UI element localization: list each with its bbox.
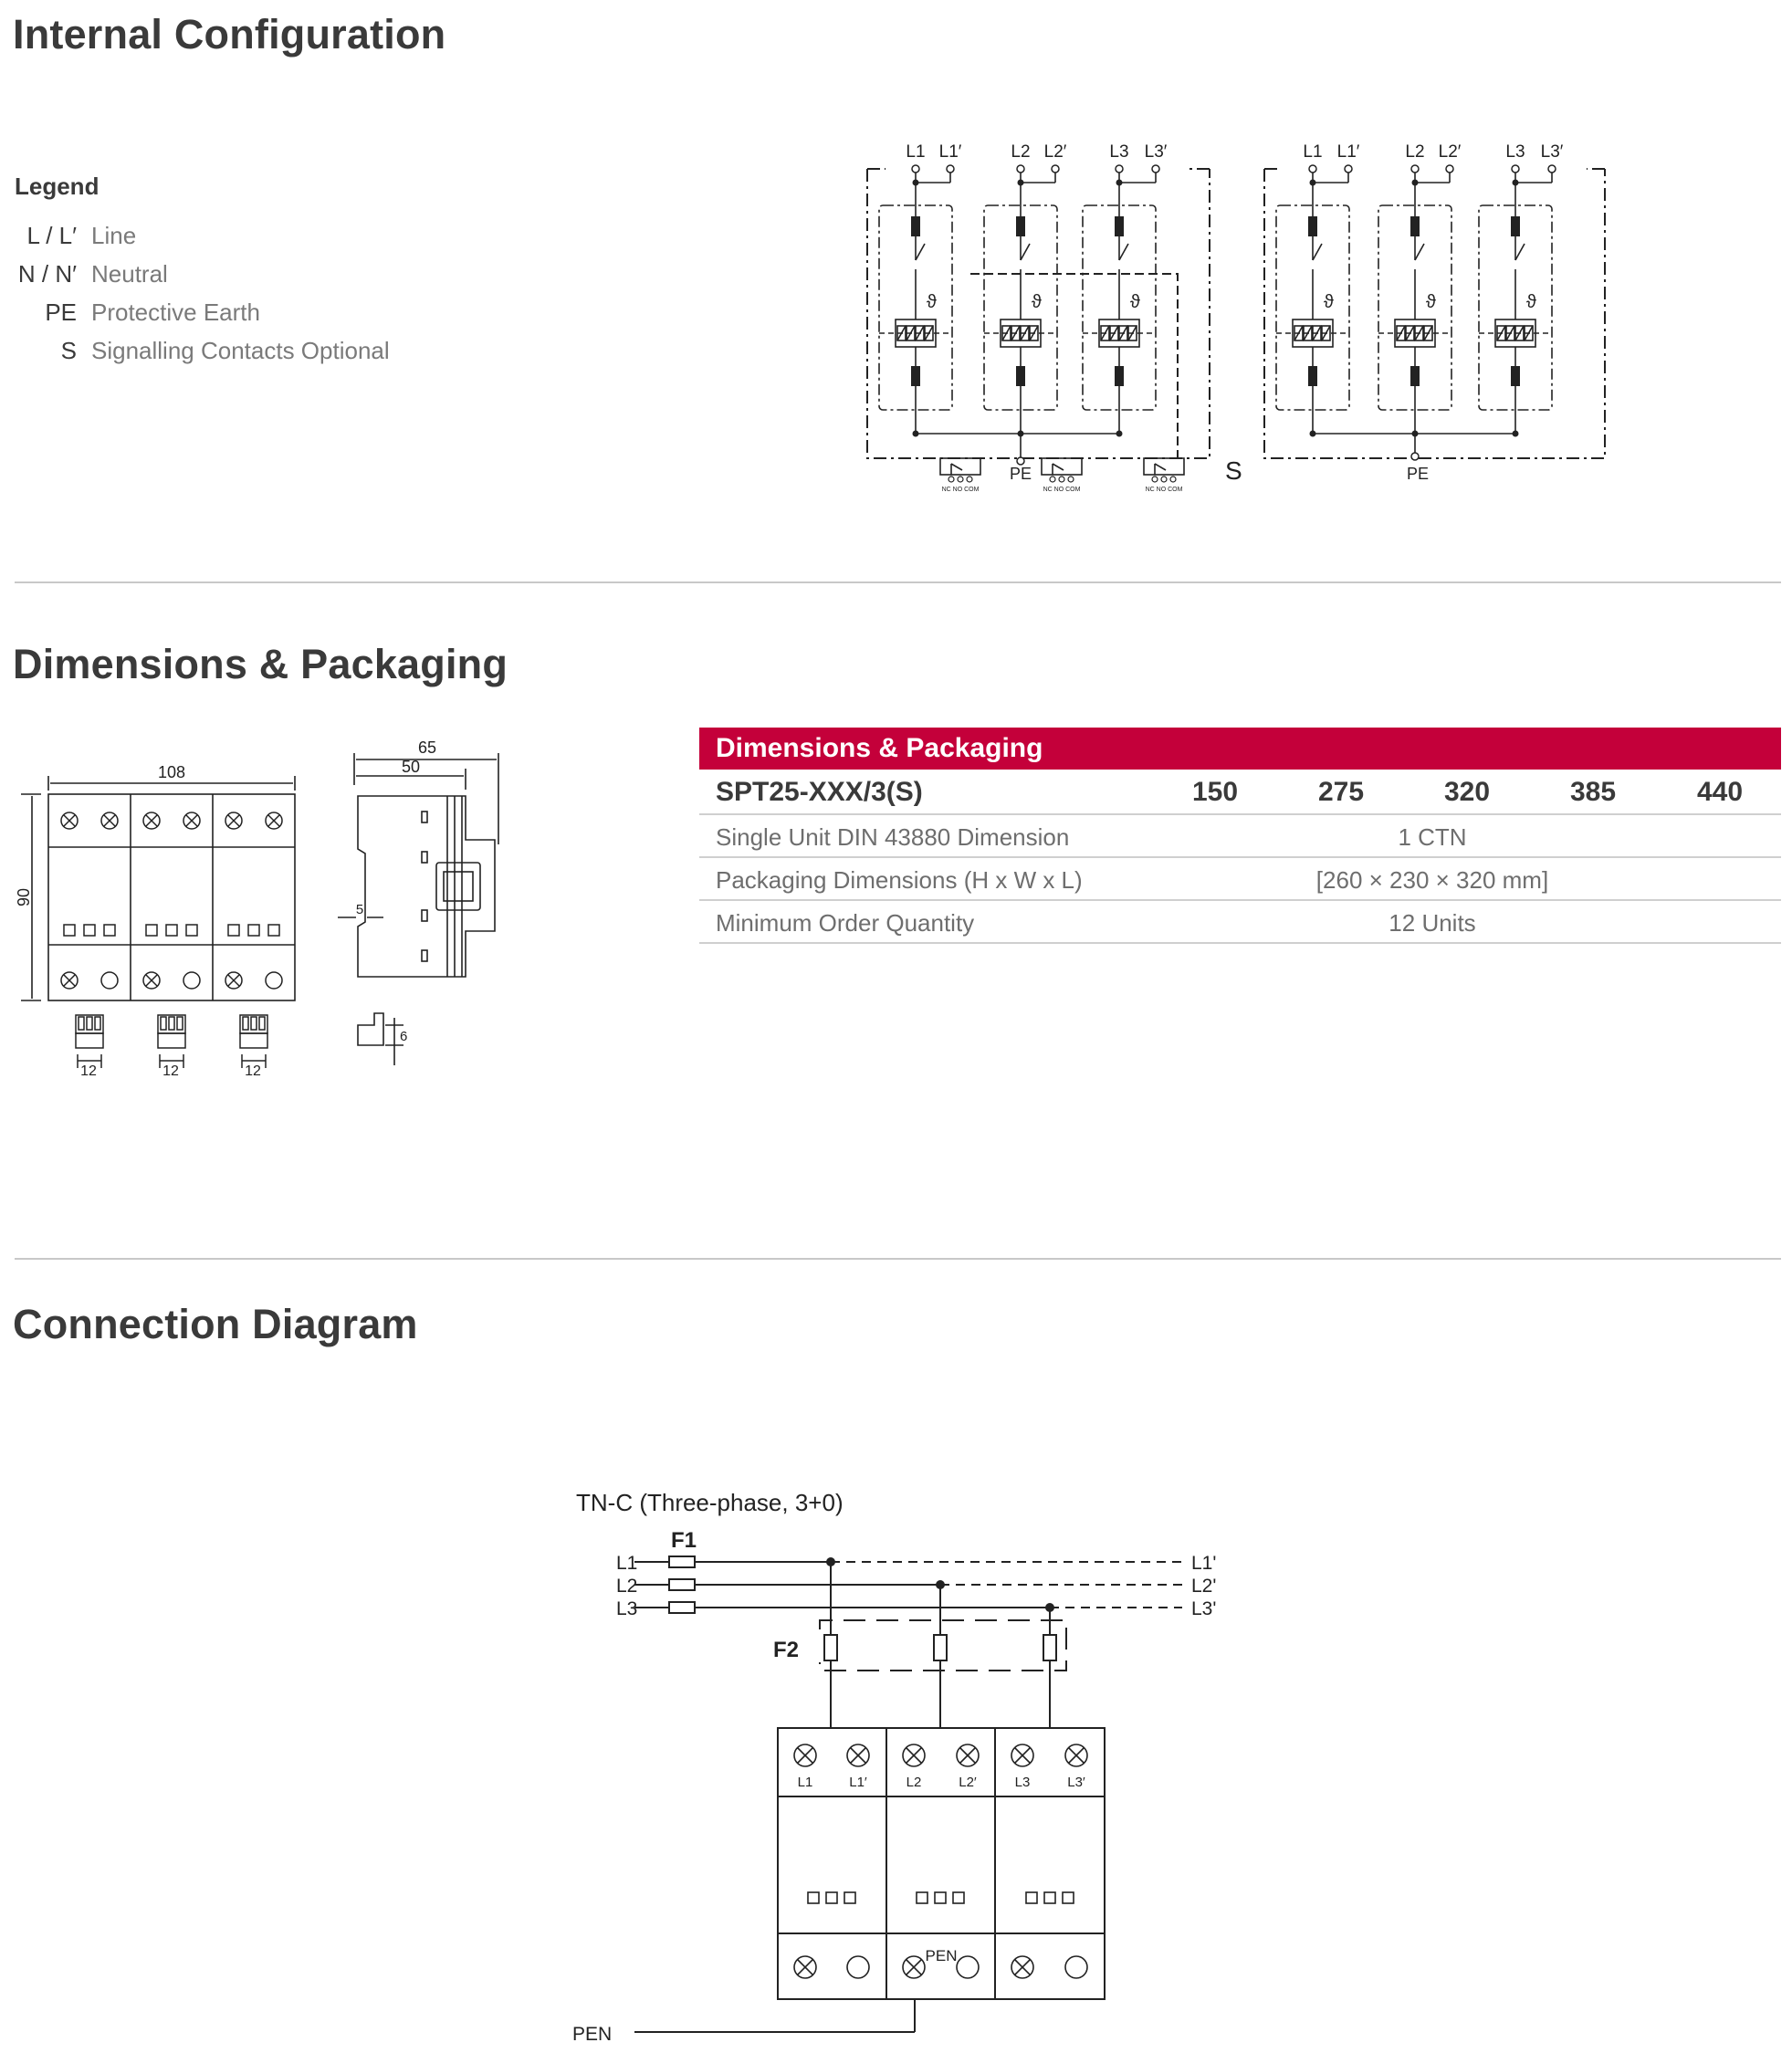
signal-contact-pin — [1059, 477, 1064, 482]
terminal-open — [957, 1956, 979, 1978]
switch-contact — [1119, 244, 1128, 260]
divider — [15, 581, 1781, 583]
module-terminal-label: L2 — [906, 1775, 922, 1790]
indicator-window — [84, 925, 95, 936]
switch-contact — [1515, 244, 1525, 260]
voltage-320: 320 — [1443, 777, 1491, 807]
dim-5: 5 — [355, 902, 364, 917]
fuse-element — [1308, 366, 1317, 386]
terminal-dot — [947, 165, 954, 173]
dimensions-table — [699, 728, 1781, 944]
line-out-label: L2' — [1191, 1576, 1217, 1597]
legend-key: S — [60, 337, 77, 364]
row-value: [260 × 230 × 320 mm] — [1315, 866, 1549, 894]
switch-contact — [916, 244, 925, 260]
terminal-dot — [1116, 165, 1123, 173]
table-row — [699, 901, 1781, 944]
indicator-window — [935, 1892, 946, 1903]
line-out-label: L1' — [1191, 1553, 1217, 1574]
legend-desc: Signalling Contacts Optional — [91, 337, 390, 364]
indicator-window — [104, 925, 115, 936]
legend-key: PE — [45, 299, 77, 326]
indicator-window — [228, 925, 239, 936]
terminal-dot — [1152, 165, 1159, 173]
model-name: SPT25-XXX/3(S) — [716, 777, 923, 807]
fuse-element — [911, 366, 920, 386]
legend-key: N / N′ — [17, 260, 77, 288]
terminal-open — [847, 1956, 869, 1978]
contact-label: NC NO COM — [1145, 487, 1183, 493]
fuse-element — [1016, 216, 1025, 236]
dim-depth-inner: 50 — [401, 758, 421, 776]
indicator-window — [248, 925, 259, 936]
section-title-dimensions: Dimensions & Packaging — [13, 641, 508, 687]
side-view-drawing — [338, 735, 520, 1073]
line-in-label: L1 — [616, 1553, 638, 1574]
voltage-440: 440 — [1696, 777, 1744, 807]
terminal-label: L2′ — [1043, 142, 1067, 162]
legend-desc: Protective Earth — [91, 299, 260, 326]
dim-plug-width: 12 — [245, 1063, 261, 1079]
dim-plug-width: 12 — [162, 1063, 179, 1079]
fuse-element — [1511, 216, 1520, 236]
switch-contact — [1021, 244, 1030, 260]
row-label: Single Unit DIN 43880 Dimension — [716, 823, 1070, 851]
signal-plug-base — [76, 1033, 103, 1048]
dim-depth: 65 — [417, 738, 437, 757]
switch-contact — [1053, 464, 1064, 470]
thermal-symbol: ϑ — [1526, 292, 1536, 312]
plug-pin — [79, 1017, 84, 1030]
terminal-label: L3′ — [1540, 142, 1564, 162]
terminal-dot — [1345, 165, 1352, 173]
module-terminal-label: L3′ — [1067, 1775, 1085, 1790]
module-terminal-label: L1 — [797, 1775, 813, 1790]
fuse-element — [1115, 366, 1124, 386]
junction-dot — [1310, 180, 1316, 186]
dim-width: 108 — [157, 763, 186, 781]
signal-contact-box — [1144, 458, 1184, 475]
terminal-dot — [1052, 165, 1059, 173]
signal-plug-base — [240, 1033, 267, 1048]
pe-label: PE — [1406, 465, 1430, 483]
junction-dot — [1412, 180, 1419, 186]
signal-contact-pin — [1152, 477, 1158, 482]
thermal-symbol: ϑ — [927, 292, 937, 312]
plug-pin — [87, 1017, 92, 1030]
fuse-element — [1511, 366, 1520, 386]
front-view-drawing — [14, 758, 306, 1086]
plug-pin — [243, 1017, 248, 1030]
indicator-window — [917, 1892, 927, 1903]
switch-contact — [1313, 244, 1322, 260]
row-value: 1 CTN — [1398, 823, 1467, 851]
schematic-labels — [906, 142, 1563, 493]
voltage-275: 275 — [1317, 777, 1365, 807]
terminal-dot — [1017, 165, 1024, 173]
switch-contact — [1415, 244, 1424, 260]
dim-6: 6 — [400, 1029, 408, 1044]
connection-diagram — [566, 1483, 1260, 2053]
row-value: 12 Units — [1389, 909, 1476, 937]
legend-title: Legend — [15, 173, 100, 200]
signal-plug-base — [158, 1033, 185, 1048]
switch-contact — [951, 464, 962, 470]
connection-title: TN-C (Three-phase, 3+0) — [576, 1489, 844, 1516]
terminal-screw — [266, 972, 282, 989]
terminal-label: L2′ — [1438, 142, 1462, 162]
signal-contact-pin — [967, 477, 972, 482]
terminal-dot — [1309, 165, 1316, 173]
section-title-connection: Connection Diagram — [13, 1301, 418, 1347]
dim-height: 90 — [15, 887, 33, 907]
module-terminal-label: L3 — [1014, 1775, 1031, 1790]
line-out-label: L3' — [1191, 1598, 1217, 1619]
indicator-window — [186, 925, 197, 936]
legend-key: L / L′ — [26, 222, 77, 249]
terminal-dot — [1446, 165, 1453, 173]
table-row — [699, 858, 1781, 901]
legend-desc: Line — [91, 222, 137, 249]
internal-schematic — [849, 132, 1616, 493]
terminal-dot — [912, 165, 919, 173]
fuse-element — [1115, 216, 1124, 236]
indicator-window — [1044, 1892, 1055, 1903]
contact-label: NC NO COM — [941, 487, 980, 493]
terminal-label: L3 — [1505, 142, 1525, 162]
terminal-label: L3 — [1109, 142, 1129, 162]
signal-contact-pin — [1050, 477, 1055, 482]
terminal-label: L1 — [906, 142, 926, 162]
plug-pin — [95, 1017, 100, 1030]
signal-plug — [158, 1015, 185, 1033]
f1-label: F1 — [671, 1528, 697, 1553]
terminal-label: L2 — [1011, 142, 1031, 162]
thermal-symbol: ϑ — [1426, 292, 1436, 312]
pe-terminal — [1411, 453, 1419, 460]
indicator-window — [953, 1892, 964, 1903]
table-row — [699, 815, 1781, 858]
table-header: Dimensions & Packaging — [699, 728, 1781, 770]
thermal-symbol: ϑ — [1324, 292, 1334, 312]
module-terminal-label: L2′ — [959, 1775, 977, 1790]
legend-desc: Neutral — [91, 260, 168, 288]
signal-contact-pin — [948, 477, 954, 482]
indicator-window — [1063, 1892, 1074, 1903]
row-label: Minimum Order Quantity — [716, 909, 975, 937]
section-title-internal: Internal Configuration — [13, 11, 446, 58]
thermal-symbol: ϑ — [1130, 292, 1140, 312]
switch-contact — [1155, 464, 1166, 470]
plug-pin — [161, 1017, 166, 1030]
s-label: S — [1225, 456, 1242, 485]
fuse-element — [1410, 366, 1420, 386]
pe-label: PE — [1009, 465, 1032, 483]
fuse-element — [1308, 216, 1317, 236]
row-label: Packaging Dimensions (H x W x L) — [716, 866, 1083, 894]
terminal-label: L2 — [1405, 142, 1425, 162]
dim-plug-width: 12 — [80, 1063, 97, 1079]
indicator-window — [1026, 1892, 1037, 1903]
terminal-label: L3′ — [1144, 142, 1168, 162]
terminal-label: L1′ — [938, 142, 962, 162]
pen-module-label: PEN — [925, 1947, 958, 1964]
signal-plug — [240, 1015, 267, 1033]
thermal-symbol: ϑ — [1032, 292, 1042, 312]
signal-plug — [76, 1015, 103, 1033]
indicator-window — [826, 1892, 837, 1903]
line-in-label: L3 — [616, 1598, 638, 1619]
fuse-element — [1410, 216, 1420, 236]
terminal-open — [1065, 1956, 1087, 1978]
fuse-element — [911, 216, 920, 236]
indicator-window — [808, 1892, 819, 1903]
indicator-window — [64, 925, 75, 936]
signal-contact-pin — [958, 477, 963, 482]
voltage-150: 150 — [1191, 777, 1239, 807]
junction-dot — [1116, 180, 1123, 186]
terminal-label: L1′ — [1336, 142, 1360, 162]
terminal-dot — [1512, 165, 1519, 173]
terminal-dot — [1548, 165, 1556, 173]
divider — [15, 1258, 1781, 1260]
f2-label: F2 — [773, 1638, 800, 1662]
signal-contact-box — [1042, 458, 1082, 475]
terminal-screw — [183, 972, 200, 989]
indicator-window — [166, 925, 177, 936]
indicator-window — [146, 925, 157, 936]
terminal-screw — [101, 972, 118, 989]
line-in-label: L2 — [616, 1576, 638, 1597]
signal-contact-box — [940, 458, 980, 475]
terminal-dot — [1411, 165, 1419, 173]
contact-label: NC NO COM — [1043, 487, 1081, 493]
plug-pin — [177, 1017, 183, 1030]
junction-dot — [1018, 180, 1024, 186]
plug-pin — [251, 1017, 257, 1030]
pen-line-label: PEN — [572, 2024, 613, 2045]
indicator-window — [844, 1892, 855, 1903]
signal-contact-pin — [1161, 477, 1167, 482]
voltage-385: 385 — [1569, 777, 1617, 807]
terminal-label: L1 — [1303, 142, 1323, 162]
indicator-window — [268, 925, 279, 936]
table-model-row — [699, 770, 1781, 815]
module-terminal-label: L1′ — [849, 1775, 867, 1790]
signal-contact-pin — [1068, 477, 1074, 482]
pe-terminal — [1017, 457, 1024, 465]
plug-pin — [259, 1017, 265, 1030]
fuse-element — [1016, 366, 1025, 386]
junction-dot — [913, 180, 919, 186]
signal-contact-pin — [1170, 477, 1176, 482]
plug-pin — [169, 1017, 174, 1030]
junction-dot — [1513, 180, 1519, 186]
